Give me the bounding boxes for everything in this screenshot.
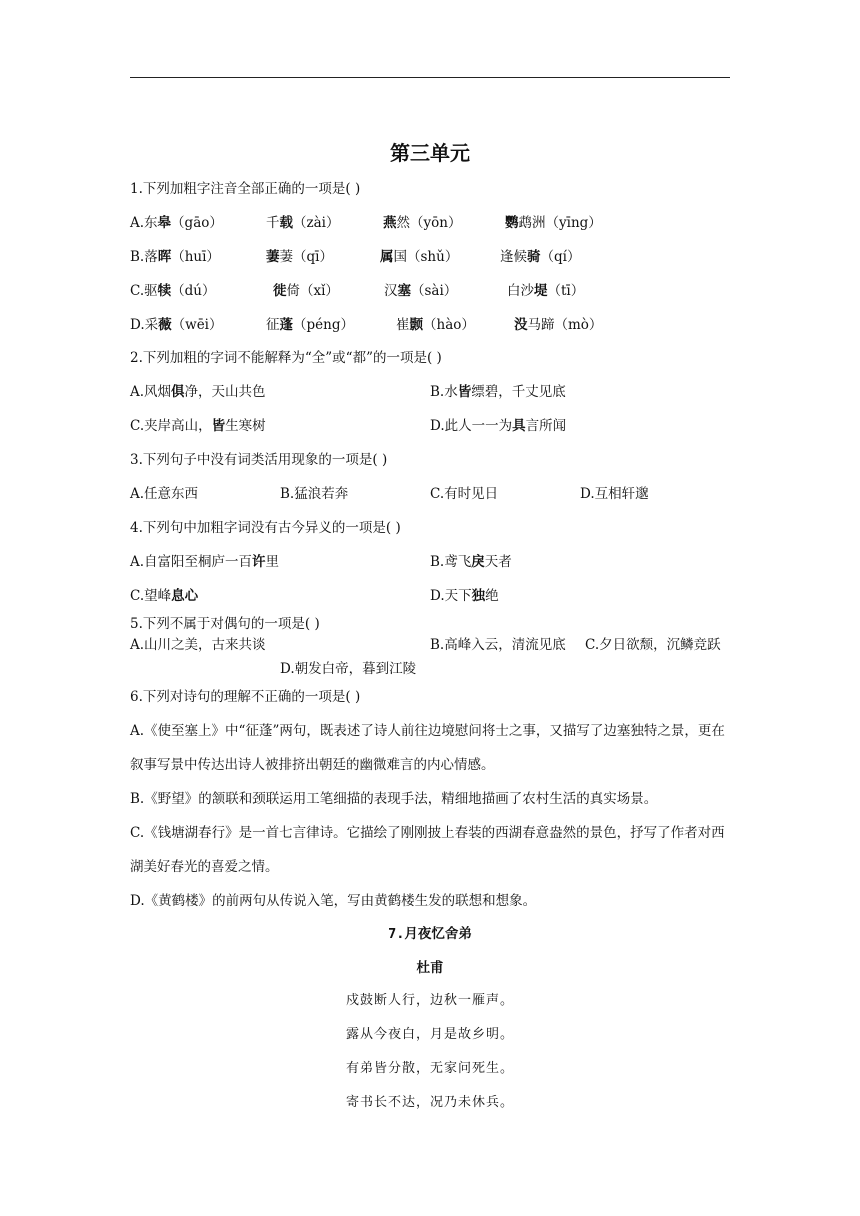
q4-option-b: B.鸢飞戾天者 [430,554,512,570]
q3-option-d: D.互相轩邈 [580,486,649,502]
poem-line: 戍鼓断人行，边秋一雁声。 [345,993,514,1008]
q2-option-a: A.风烟俱净，天山共色 [130,384,266,400]
poem-line: 露从今夜白，月是故乡明。 [345,1027,514,1042]
q6-option-c: C.《钱塘湖春行》是一首七言律诗。它描绘了刚刚披上春装的西湖春意盎然的景色，抒写了作者对西湖美好春光的喜爱之情。 [130,825,725,875]
q3-option-a: A.任意东西 [130,486,199,502]
q4-option-a: A.自富阳至桐庐一百许里 [130,554,280,570]
unit-title: 第三单元 [390,141,470,165]
q2-option-c: C.夹岸高山，皆生寒树 [130,418,266,434]
q4-option-c: C.望峰息心 [130,588,199,604]
q2-option-d: D.此人一一为具言所闻 [430,418,567,434]
q2-option-b: B.水皆缥碧，千丈见底 [430,384,566,400]
q5-option-a: A.山川之美，古来共谈 [130,637,266,653]
q5-option-c: C.夕日欲颓，沉鳞竞跃 [585,637,721,653]
q1-stem: 1.下列加粗字注音全部正确的一项是( ) [130,181,361,197]
q4-option-d: D.天下独绝 [430,588,499,604]
q3-option-b: B.猛浪若奔 [280,486,349,502]
q5-option-d: D.朝发白帝，暮到江陵 [280,661,417,677]
q2-stem: 2.下列加粗的字词不能解释为“全”或“都”的一项是( ) [130,350,442,366]
q5-stem: 5.下列不属于对偶句的一项是( ) [130,616,320,632]
poem-line: 有弟皆分散，无家问死生。 [345,1061,514,1076]
q6-stem: 6.下列对诗句的理解不正确的一项是( ) [130,689,361,705]
poem-line: 寄书长不达，况乃未休兵。 [345,1095,514,1110]
q6-option-b: B.《野望》的颔联和颈联运用工笔细描的表现手法，精细地描画了农村生活的真实场景。 [130,791,658,807]
q5-option-b: B.高峰入云，清流见底 [430,637,566,653]
q4-stem: 4.下列句中加粗字词没有古今异义的一项是( ) [130,520,401,536]
poem-title: 7.月夜忆舍弟 [388,926,472,942]
q3-stem: 3.下列句子中没有词类活用现象的一项是( ) [130,452,388,468]
header-rule [130,77,730,78]
poem-author: 杜甫 [416,960,444,976]
q6-option-a: A.《使至塞上》中“征蓬”两句，既表述了诗人前往边境慰问将士之事，又描写了边塞独特之景，更在叙事写景中传达出诗人被排挤出朝廷的幽微难言的内心情感。 [130,723,725,773]
q6-option-d: D.《黄鹤楼》的前两句从传说入笔，写由黄鹤楼生发的联想和想象。 [130,893,537,909]
q3-option-c: C.有时见日 [430,486,499,502]
